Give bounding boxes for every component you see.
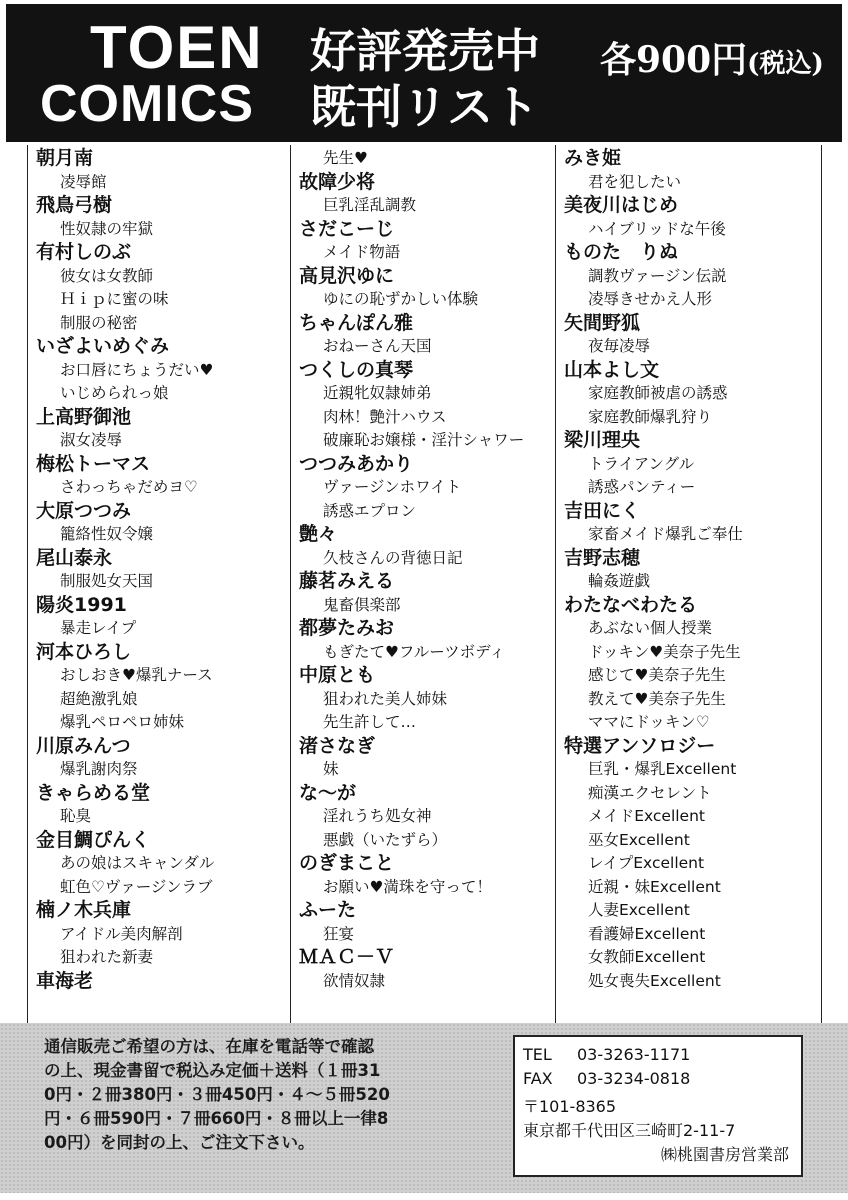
headline-on-sale: 好評発売中: [310, 24, 540, 78]
mail-order-instructions: [44, 1035, 474, 1155]
author-name: ＭＡＣ－Ｖ: [299, 946, 395, 968]
order-line: 通信販売ご希望の方は、在庫を電話等で確認: [44, 1037, 374, 1056]
book-title: 破廉恥お嬢様・淫汁シャワー: [323, 431, 525, 449]
book-title: ドッキン♥美奈子先生: [588, 642, 741, 661]
book-title: 性奴隷の牢獄: [60, 219, 154, 238]
book-title: 誘惑パンティー: [588, 478, 696, 496]
book-title: 妹: [323, 760, 339, 778]
book-title: 肉林！艶汁ハウス: [323, 407, 447, 426]
price-value: 各900円: [600, 39, 748, 81]
book-title: あの娘はスキャンダル: [60, 854, 215, 872]
book-title: 家畜メイド爆乳ご奉仕: [588, 525, 743, 543]
author-name: つつみあかり: [299, 452, 414, 475]
author-name: 吉野志穂: [564, 546, 641, 569]
author-name: 河本ひろし: [36, 640, 132, 663]
author-name: 特選アンソロジー: [564, 734, 716, 757]
header-banner: [6, 4, 842, 142]
author-name: ちゃんぽん雅: [299, 311, 414, 334]
author-name: 車海老: [36, 969, 94, 992]
author-name: ものた りぬ: [564, 241, 679, 263]
book-title: 鬼畜倶楽部: [323, 595, 401, 614]
book-title: 制服の秘密: [60, 313, 138, 332]
book-title: 狂宴: [323, 924, 355, 943]
book-title: アイドル美肉解剖: [60, 924, 183, 943]
book-title: 悪戯（いたずら）: [323, 830, 448, 849]
book-title: 人妻Excellent: [588, 901, 690, 919]
list-column-1: [27, 145, 291, 1023]
order-line: 00円）を同封の上、ご注文下さい。: [44, 1133, 315, 1152]
author-name: ふーた: [299, 899, 357, 921]
author-name: 梁川理央: [564, 429, 641, 451]
book-title: 淫れうち処女神: [323, 807, 432, 825]
company-name: ㈱桃園書房営業部: [660, 1145, 789, 1164]
book-title: ママにドッキン♡: [588, 713, 710, 731]
list-column-3: [555, 145, 822, 1023]
author-name: 川原みんつ: [36, 734, 131, 757]
author-name: 吉田にく: [564, 499, 641, 522]
book-title: 女教師Excellent: [588, 948, 706, 966]
author-name: な～が: [299, 781, 357, 804]
book-title: 籠絡性奴令嬢: [60, 525, 154, 543]
author-name: 渚さなぎ: [299, 734, 376, 757]
book-title: 調教ヴァージン伝説: [588, 266, 727, 285]
book-title: ヴァージンホワイト: [323, 478, 462, 496]
author-name: つくしの真琴: [299, 358, 414, 381]
book-title: Ｈｉｐに蜜の味: [60, 290, 169, 308]
book-title: レイプExcellent: [588, 854, 705, 872]
book-title: 巫女Excellent: [588, 830, 690, 849]
author-name: 金目鯛ぴんく: [36, 828, 151, 851]
book-title: ハイブリッドな午後: [588, 219, 726, 238]
book-title: 欲情奴隷: [323, 971, 386, 990]
book-title: 爆乳ペロペロ姉妹: [60, 713, 185, 731]
book-title: 教えて♥美奈子先生: [588, 689, 726, 708]
book-title: おしおき♥爆乳ナース: [60, 666, 213, 684]
author-name: 藤茗みえる: [299, 570, 395, 592]
postal-code: 〒101-8365: [523, 1097, 617, 1116]
book-title: 看護婦Excellent: [588, 924, 706, 943]
book-title: 痴漢エクセレント: [588, 783, 712, 802]
book-title: 巨乳淫乱調教: [323, 196, 417, 214]
book-title: お願い♥満珠を守って！: [323, 877, 492, 896]
book-title: 彼女は女教師: [60, 266, 154, 285]
order-line: の上、現金書留で税込み定価＋送料（１冊31: [44, 1061, 381, 1080]
book-title: 狙われた美人姉妹: [323, 689, 448, 708]
price-tax-note: (税込): [747, 49, 824, 79]
author-name: 山本よし文: [564, 358, 660, 381]
author-name: 艶々: [299, 523, 338, 545]
book-title: 恥臭: [60, 807, 92, 825]
author-name: いざよいめぐみ: [36, 335, 170, 357]
book-title: メイドExcellent: [588, 807, 705, 825]
book-title: 凌辱きせかえ人形: [588, 290, 713, 308]
order-line: 0円・２冊380円・３冊450円・４～５冊520: [44, 1085, 390, 1104]
book-title: 先生♥: [323, 149, 368, 167]
author-name: 尾山泰永: [36, 546, 113, 569]
book-title: 淑女凌辱: [60, 431, 123, 449]
list-column-2: [290, 145, 556, 1023]
book-title: メイド物語: [323, 243, 401, 261]
author-name: みき姫: [564, 147, 622, 169]
author-name: わたなべわたる: [564, 593, 698, 616]
price-label: [600, 39, 824, 81]
contact-box: [513, 1035, 803, 1177]
book-title: 君を犯したい: [588, 172, 682, 191]
book-title: ゆにの恥ずかしい体験: [323, 290, 479, 308]
headline-backlist: 既刊リスト: [310, 80, 540, 134]
tel-row: [515, 1043, 801, 1067]
book-title: いじめられっ娘: [60, 384, 169, 402]
tel-label: TEL: [523, 1045, 552, 1064]
book-title: 先生許して…: [323, 713, 417, 731]
book-title: 家庭教師爆乳狩り: [588, 407, 713, 426]
author-name: 中原とも: [299, 664, 376, 686]
author-name: 上高野御池: [36, 405, 132, 428]
author-name: 故障少将: [299, 170, 376, 193]
fax-row: [515, 1067, 801, 1091]
book-title: 近親・妹Excellent: [588, 877, 721, 896]
book-title: さわっちゃだめヨ♡: [60, 478, 198, 496]
book-title: トライアングル: [588, 454, 695, 473]
book-title: 制服処女天国: [60, 572, 154, 590]
author-name: 飛鳥弓樹: [36, 194, 113, 216]
book-title: 近親牝奴隷姉弟: [323, 384, 432, 402]
author-name: 朝月南: [36, 147, 94, 169]
book-title: 狙われた新妻: [60, 948, 154, 966]
book-title: 虹色♡ヴァージンラブ: [60, 877, 213, 896]
order-info-panel: [0, 1023, 848, 1193]
author-name: 有村しのぶ: [36, 241, 132, 263]
book-title: 暴走レイプ: [60, 619, 137, 637]
address: 東京都千代田区三崎町2-11-7: [523, 1121, 736, 1140]
book-title: おねーさん天国: [323, 337, 432, 355]
book-title: お口唇にちょうだい♥: [60, 360, 214, 379]
book-title: 家庭教師被虐の誘惑: [588, 384, 728, 402]
author-name: 都夢たみお: [299, 617, 395, 639]
author-name: 梅松トーマス: [36, 452, 151, 475]
author-name: 高見沢ゆに: [299, 264, 395, 287]
book-title: 感じて♥美奈子先生: [588, 666, 726, 684]
brand-line-1: TOEN: [90, 14, 264, 81]
fax-number: 03-3234-0818: [577, 1069, 691, 1088]
author-name: 矢間野狐: [564, 311, 641, 334]
order-line: 円・６冊590円・７冊660円・８冊以上一律8: [44, 1109, 389, 1128]
author-name: のぎまこと: [299, 852, 395, 874]
book-title: あぶない個人授業: [588, 619, 713, 637]
book-title: 爆乳謝肉祭: [60, 760, 138, 778]
fax-label: FAX: [523, 1069, 553, 1088]
author-name: 楠ノ木兵庫: [36, 899, 132, 921]
brand-line-2: COMICS: [40, 75, 254, 133]
book-title: 誘惑エプロン: [323, 501, 417, 520]
book-title: 凌辱館: [60, 172, 107, 191]
author-name: きゃらめる堂: [36, 781, 151, 804]
author-name: 陽炎1991: [36, 593, 127, 616]
author-name: 美夜川はじめ: [564, 194, 679, 216]
book-title: 久枝さんの背徳日記: [323, 548, 463, 567]
book-title: 夜毎凌辱: [588, 337, 651, 355]
tel-number: 03-3263-1171: [577, 1045, 691, 1064]
book-title: 処女喪失Excellent: [588, 971, 721, 990]
book-title: 輪姦遊戯: [588, 572, 651, 590]
book-title: 超絶激乳娘: [60, 689, 138, 708]
book-title: 巨乳・爆乳Excellent: [588, 760, 737, 778]
author-name: 大原つつみ: [36, 499, 132, 522]
author-name: さだこーじ: [299, 217, 395, 240]
book-title: もぎたて♥フルーツボディ: [323, 642, 505, 661]
